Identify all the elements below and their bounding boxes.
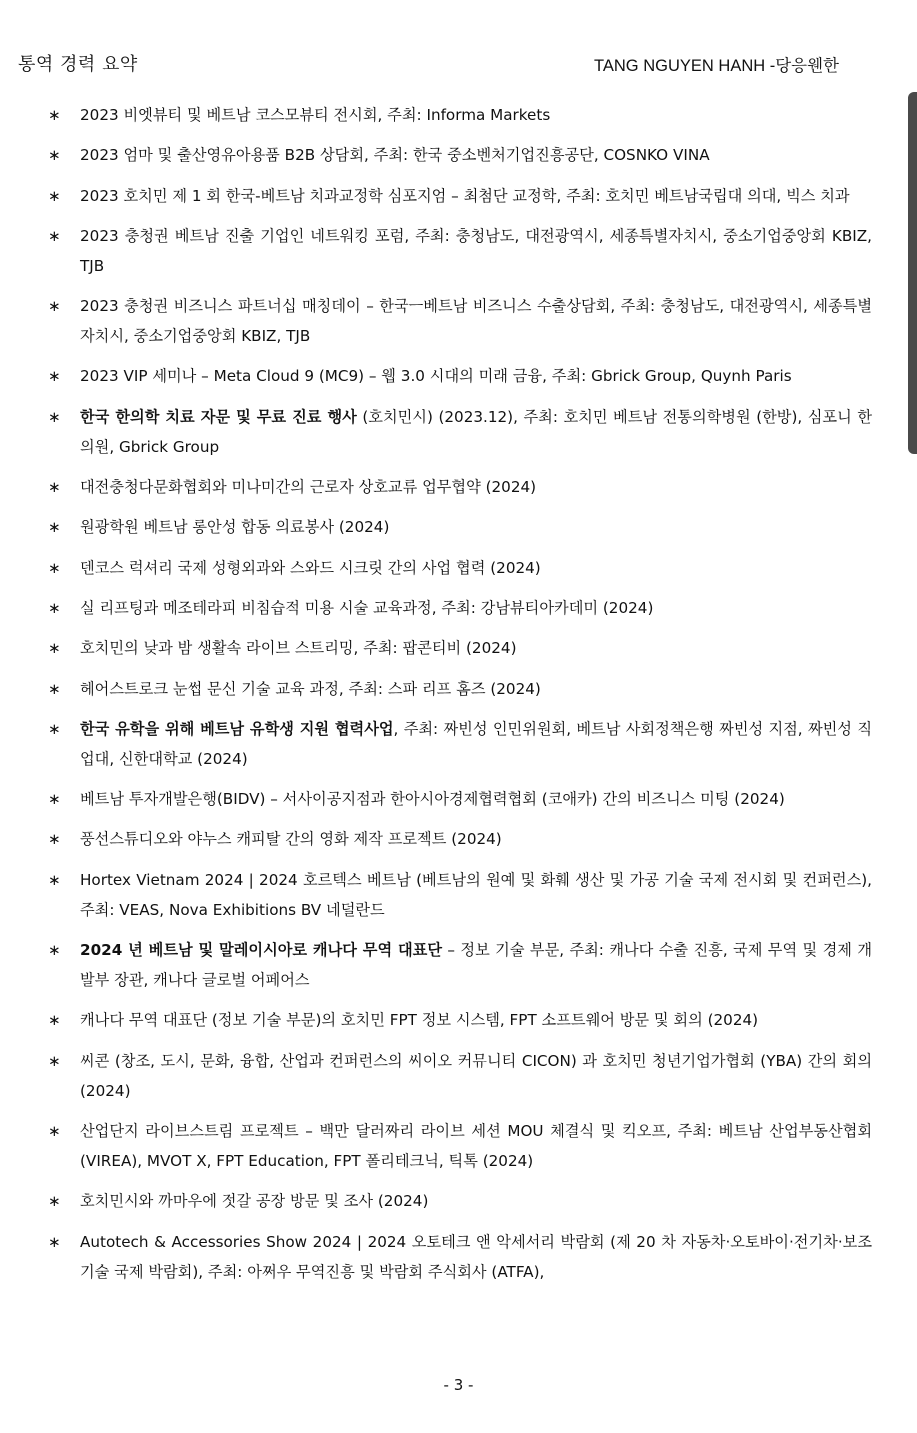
bullet-icon: ∗ — [48, 146, 61, 165]
list-item — [40, 714, 872, 774]
experience-list — [40, 100, 872, 1297]
bullet-icon: ∗ — [48, 941, 61, 960]
bullet-icon: ∗ — [48, 1232, 61, 1251]
list-item — [40, 472, 872, 502]
bullet-icon: ∗ — [48, 1121, 61, 1140]
entry-text: 캐나다 무역 대표단 (정보 기술 부문)의 호치민 FPT 정보 시스템, FPT 소프트웨어 방문 및 회의 (2024) — [80, 1011, 759, 1030]
bullet-icon: ∗ — [48, 1011, 61, 1030]
document-section-title: 통역 경력 요약 — [18, 54, 138, 75]
bullet-icon: ∗ — [48, 518, 61, 537]
bullet-icon: ∗ — [48, 186, 61, 205]
bullet-icon: ∗ — [48, 558, 61, 577]
list-item — [40, 593, 872, 623]
list-item — [40, 181, 872, 211]
entry-text: 호치민시와 까마우에 젓갈 공장 방문 및 조사 (2024) — [80, 1192, 429, 1211]
entry-highlight: 한국 한의학 치료 자문 및 무료 진료 행사 — [80, 407, 357, 426]
bullet-icon: ∗ — [48, 679, 61, 698]
entry-text: 2023 VIP 세미나 – Meta Cloud 9 (MC9) – 웹 3.0 시대의 미래 금융, 주최: Gbrick Group, Quynh Paris — [80, 367, 792, 386]
entry-text: 풍선스튜디오와 야누스 캐피탈 간의 영화 제작 프로젝트 (2024) — [80, 830, 502, 849]
list-item — [40, 553, 872, 583]
scrollbar-thumb[interactable] — [908, 92, 917, 454]
list-item — [40, 100, 872, 130]
list-item — [40, 1116, 872, 1176]
list-item — [40, 935, 872, 995]
bullet-icon: ∗ — [48, 639, 61, 658]
entry-text: , 주최: 짜빈성 인민위원회, 베트남 사회정책은행 짜빈성 지점, 짜빈성 직업대, 신한대학교 (2024) — [80, 719, 872, 768]
entry-text: 실 리프팅과 메조테라피 비침습적 미용 시술 교육과정, 주최: 강남뷰티아카데미 (2024) — [80, 598, 654, 617]
bullet-icon: ∗ — [48, 598, 61, 617]
bullet-icon: ∗ — [48, 870, 61, 889]
entry-text: Hortex Vietnam 2024 | 2024 호르텍스 베트남 (베트남의 원예 및 화훼 생산 및 가공 기술 국제 전시회 및 컨퍼런스), 주최: VEAS, Nova Exhibitions BV 네덜란드 — [80, 870, 872, 919]
list-item — [40, 291, 872, 351]
author-name: TANG NGUYEN HANH -당응웬한 — [594, 57, 839, 75]
bullet-icon: ∗ — [48, 407, 61, 426]
list-item — [40, 402, 872, 462]
bullet-icon: ∗ — [48, 478, 61, 497]
entry-text: 2023 엄마 및 출산영유아용품 B2B 상담회, 주최: 한국 중소벤처기업진흥공단, COSNKO VINA — [80, 146, 710, 165]
entry-text: 덴코스 럭셔리 국제 성형외과와 스와드 시크릿 간의 사업 협력 (2024) — [80, 558, 541, 577]
list-item — [40, 140, 872, 170]
entry-text: (호치민시) (2023.12), 주최: 호치민 베트남 전통의학병원 (한방), 심포니 한의원, Gbrick Group — [80, 407, 872, 456]
entry-text: 베트남 투자개발은행(BIDV) – 서사이공지점과 한아시아경제협력협회 (코애카) 간의 비즈니스 미팅 (2024) — [80, 790, 785, 809]
bullet-icon: ∗ — [48, 719, 61, 738]
bullet-icon: ∗ — [48, 297, 61, 316]
entry-highlight: 한국 유학을 위해 베트남 유학생 지원 협력사업 — [80, 719, 394, 738]
list-item — [40, 865, 872, 925]
list-item — [40, 361, 872, 391]
entry-text: 헤어스트로크 눈썹 문신 기술 교육 과정, 주최: 스파 리프 홈즈 (2024) — [80, 679, 541, 698]
entry-text: 산업단지 라이브스트림 프로젝트 – 백만 달러짜리 라이브 세션 MOU 체결식 및 킥오프, 주최: 베트남 산업부동산협회 (VIREA), MVOT X, FPT Education, FPT 폴리테크닉, 틱톡 (2024) — [80, 1121, 872, 1170]
list-item — [40, 1227, 872, 1287]
entry-text: – 정보 기술 부문, 주최: 캐나다 수출 진흥, 국제 무역 및 경제 개발부 장관, 캐나다 글로벌 어페어스 — [80, 941, 872, 990]
list-item — [40, 633, 872, 663]
list-item — [40, 221, 872, 281]
list-item — [40, 1005, 872, 1035]
list-item — [40, 824, 872, 854]
entry-text: 원광학원 베트남 롱안성 합동 의료봉사 (2024) — [80, 518, 390, 537]
entry-text: 2023 비엣뷰티 및 베트남 코스모뷰티 전시회, 주최: Informa Markets — [80, 106, 551, 124]
list-item — [40, 512, 872, 542]
entry-text: Autotech & Accessories Show 2024 | 2024 오토테크 앤 악세서리 박람회 (제 20 차 자동차·오토바이·전기차·보조기술 국제 박람회), 주최: 아쩌우 무역진흥 및 박람회 주식회사 (ATFA), — [80, 1232, 872, 1281]
list-item — [40, 1186, 872, 1216]
bullet-icon: ∗ — [48, 790, 61, 809]
bullet-icon: ∗ — [48, 367, 61, 386]
bullet-icon: ∗ — [48, 830, 61, 849]
bullet-icon: ∗ — [48, 1192, 61, 1211]
page-number: - 3 - — [443, 1376, 474, 1394]
entry-text: 씨콘 (창조, 도시, 문화, 융합, 산업과 컨퍼런스의 씨이오 커뮤니티 CICON) 과 호치민 청년기업가협회 (YBA) 간의 회의 (2024) — [80, 1051, 872, 1100]
entry-text: 2023 호치민 제 1 회 한국-베트남 치과교정학 심포지엄 – 최첨단 교정학, 주최: 호치민 베트남국립대 의대, 빅스 치과 — [80, 186, 850, 205]
entry-text: 호치민의 낮과 밤 생활속 라이브 스트리밍, 주최: 팝콘티비 (2024) — [80, 639, 517, 658]
list-item — [40, 674, 872, 704]
bullet-icon: ∗ — [48, 1051, 61, 1070]
entry-highlight: 2024 년 베트남 및 말레이시아로 캐나다 무역 대표단 — [80, 941, 443, 960]
entry-text: 2023 충청권 비즈니스 파트너십 매칭데이 – 한국ㅡ베트남 비즈니스 수출상담회, 주최: 충청남도, 대전광역시, 세종특별자치시, 중소기업중앙회 KBIZ, TJB — [80, 297, 872, 346]
bullet-icon: ∗ — [48, 106, 61, 124]
bullet-icon: ∗ — [48, 226, 61, 245]
entry-text: 2023 충청권 베트남 진출 기업인 네트워킹 포럼, 주최: 충청남도, 대전광역시, 세종특별자치시, 중소기업중앙회 KBIZ, TJB — [80, 226, 872, 275]
list-item — [40, 784, 872, 814]
entry-text: 대전충청다문화협회와 미나미간의 근로자 상호교류 업무협약 (2024) — [80, 478, 537, 497]
list-item — [40, 1046, 872, 1106]
